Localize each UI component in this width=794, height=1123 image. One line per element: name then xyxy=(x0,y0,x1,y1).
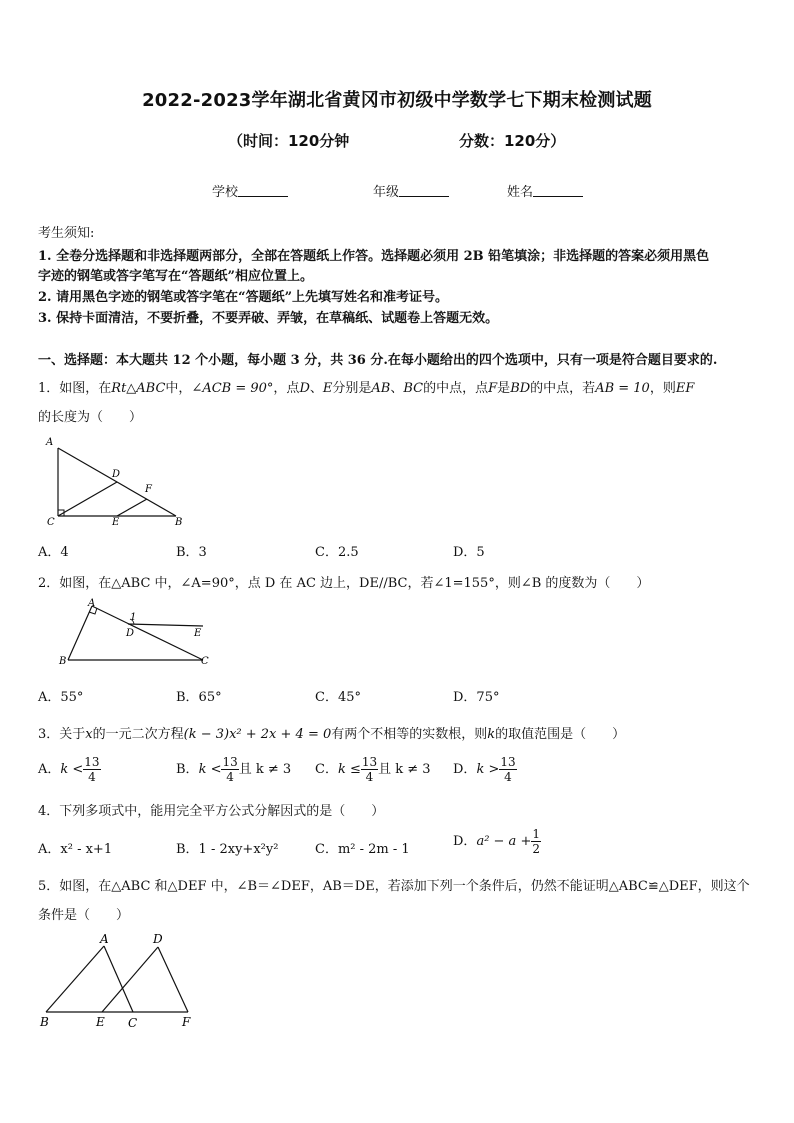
q1-option-b: B．3 xyxy=(176,545,207,560)
q1-text: 、 xyxy=(309,381,323,396)
notice-item-1-cont: 字迹的钢笔或答字笔写在“答题纸”相应位置上。 xyxy=(38,269,313,284)
q5-stem: 5．如图，在△ABC 和△DEF 中，∠B＝∠DEF，AB＝DE，若添加下列一个条件后，仍然不能证明△ABC≌△DEF，则这个 xyxy=(38,879,750,894)
q3-option-d xyxy=(453,756,517,783)
q2-label-e: E xyxy=(194,628,202,639)
q5-label-a: A xyxy=(100,932,109,946)
q3-option-math: k < xyxy=(198,762,222,777)
q3-math: x xyxy=(85,727,93,742)
q5-label-c: C xyxy=(128,1016,138,1030)
q1-math: ∠ACB = 90° xyxy=(191,381,274,396)
notice-item-3: 3. 保持卡面清洁，不要折叠，不要弄破、弄皱，在草稿纸、试题卷上答题无效。 xyxy=(38,311,499,326)
q1-option-c: C．2.5 xyxy=(315,545,359,560)
q3-option-math: k ≤ xyxy=(337,762,361,777)
q1-label-c: C xyxy=(47,517,55,528)
q3-option-a xyxy=(38,756,101,783)
q1-math: F xyxy=(488,381,498,396)
school-label: 学校 xyxy=(212,185,239,200)
numerator: 1 xyxy=(532,827,540,841)
exam-score: 分数：120分） xyxy=(459,132,566,150)
denominator: 2 xyxy=(532,842,540,856)
q1-label-d: D xyxy=(112,469,121,480)
q3-option-label: B． xyxy=(176,762,199,777)
q5-figure xyxy=(36,930,201,1030)
q1-stem-cont: 的长度为（ ） xyxy=(38,410,143,425)
q1-math: EF xyxy=(675,381,695,396)
grade-blank xyxy=(399,184,449,197)
q3-text: 的一元二次方程 xyxy=(92,727,184,742)
school-field xyxy=(212,181,288,200)
fraction xyxy=(499,756,516,783)
q3-option-label: C． xyxy=(315,762,338,777)
grade-label: 年级 xyxy=(373,185,400,200)
fraction xyxy=(361,756,378,783)
q1-text: 、 xyxy=(390,381,404,396)
notice-item-2: 2. 请用黑色字迹的钢笔或答字笔在“答题纸”上先填写姓名和准考证号。 xyxy=(38,290,449,305)
q3-option-math: 且 k ≠ 3 xyxy=(378,762,431,777)
q1-math: AB xyxy=(371,381,391,396)
q1-math: E xyxy=(322,381,333,396)
q2-label-b: B xyxy=(59,656,67,667)
q2-label-c: C xyxy=(201,656,209,667)
fraction xyxy=(531,828,541,855)
q2-label-a: A xyxy=(88,598,96,609)
q1-label-b: B xyxy=(175,517,183,528)
name-field xyxy=(507,181,583,200)
q1-option-d: D．5 xyxy=(453,545,485,560)
q1-text: 分别是 xyxy=(332,381,372,396)
q1-label-a: A xyxy=(46,437,54,448)
q2-option-a: A．55° xyxy=(38,690,84,705)
q3-stem xyxy=(38,723,625,742)
q1-option-a: A．4 xyxy=(38,545,69,560)
q5-stem-cont: 条件是（ ） xyxy=(38,908,130,923)
numerator: 13 xyxy=(500,755,516,769)
denominator: 4 xyxy=(365,770,374,784)
q3-option-b xyxy=(176,756,291,783)
q5-label-f: F xyxy=(182,1015,191,1029)
q4-option-a: A．x² - x+1 xyxy=(38,842,113,857)
q5-label-d: D xyxy=(153,932,163,946)
q3-option-math: 且 k ≠ 3 xyxy=(238,762,292,777)
fraction xyxy=(221,756,238,783)
q1-text: 1．如图，在 xyxy=(38,381,112,396)
q1-math: Rt△ABC xyxy=(111,381,166,396)
q3-equation: (k − 3)x² + 2x + 4 = 0 xyxy=(183,727,332,742)
q2-stem: 2．如图，在△ABC 中，∠A=90°，点 D 在 AC 边上，DE//BC，若∠1=155°，则∠B 的度数为（ ） xyxy=(38,576,650,591)
denominator: 4 xyxy=(226,770,234,784)
q1-math: BC xyxy=(403,381,424,396)
q1-text: 的中点，若 xyxy=(530,381,596,396)
q1-label-e: E xyxy=(112,517,120,528)
q3-text: 3．关于 xyxy=(38,727,86,742)
grade-field xyxy=(373,181,449,200)
q3-text: 的取值范围是（ ） xyxy=(495,727,626,742)
school-blank xyxy=(238,184,288,197)
numerator: 13 xyxy=(84,755,100,769)
q1-text: 中， xyxy=(165,381,192,396)
q3-math: k xyxy=(487,727,496,742)
q4-option-c: C．m² - 2m - 1 xyxy=(315,842,410,857)
name-label: 姓名 xyxy=(507,185,534,200)
q2-label-d: D xyxy=(126,628,135,639)
numerator: 13 xyxy=(222,755,238,769)
q4-option-math: a² − a + xyxy=(476,834,532,849)
q4-option-label: D． xyxy=(453,834,477,849)
q2-option-d: D．75° xyxy=(453,690,500,705)
q3-option-label: A． xyxy=(38,762,61,777)
q3-option-math: k < xyxy=(60,762,84,777)
q1-figure xyxy=(42,436,192,530)
q5-label-b: B xyxy=(40,1015,49,1029)
numerator: 13 xyxy=(361,755,378,769)
notice-item-1: 1. 全卷分选择题和非选择题两部分，全部在答题纸上作答。选择题必须用 2B 铅笔填涂；非选择题的答案必须用黑色 xyxy=(38,249,710,264)
q4-stem: 4．下列多项式中，能用完全平方公式分解因式的是（ ） xyxy=(38,804,385,819)
q3-text: 有两个不相等的实数根，则 xyxy=(331,727,488,742)
q2-option-b: B．65° xyxy=(176,690,222,705)
fraction xyxy=(83,756,100,783)
q1-text: 的中点，点 xyxy=(423,381,489,396)
denominator: 4 xyxy=(504,770,512,784)
q5-label-e: E xyxy=(96,1015,105,1029)
denominator: 4 xyxy=(88,770,96,784)
q3-option-math: k > xyxy=(476,762,500,777)
section-heading: 一、选择题：本大题共 12 个小题，每小题 3 分，共 36 分.在每小题给出的四个选项中，只有一项是符合题目要求的. xyxy=(38,353,718,368)
q4-option-d xyxy=(453,828,541,855)
exam-time: （时间：120分钟 xyxy=(228,132,350,150)
q2-figure xyxy=(58,598,218,668)
q1-text: ，则 xyxy=(649,381,676,396)
q1-math: AB = 10 xyxy=(595,381,650,396)
q2-option-c: C．45° xyxy=(315,690,361,705)
name-blank xyxy=(533,184,583,197)
q1-text: 是 xyxy=(497,381,511,396)
exam-title: 2022-2023学年湖北省黄冈市初级中学数学七下期末检测试题 xyxy=(142,90,652,111)
q1-label-f: F xyxy=(145,484,152,495)
q3-option-label: D． xyxy=(453,762,477,777)
q3-option-c xyxy=(315,756,431,783)
q1-math: BD xyxy=(510,381,531,396)
q4-option-b: B．1 - 2xy+x²y² xyxy=(176,842,279,857)
q1-stem xyxy=(38,377,694,396)
q1-math: D xyxy=(299,381,310,396)
q1-text: ，点 xyxy=(273,381,300,396)
q2-label-1: 1 xyxy=(130,612,137,623)
notice-heading: 考生须知: xyxy=(38,226,95,241)
